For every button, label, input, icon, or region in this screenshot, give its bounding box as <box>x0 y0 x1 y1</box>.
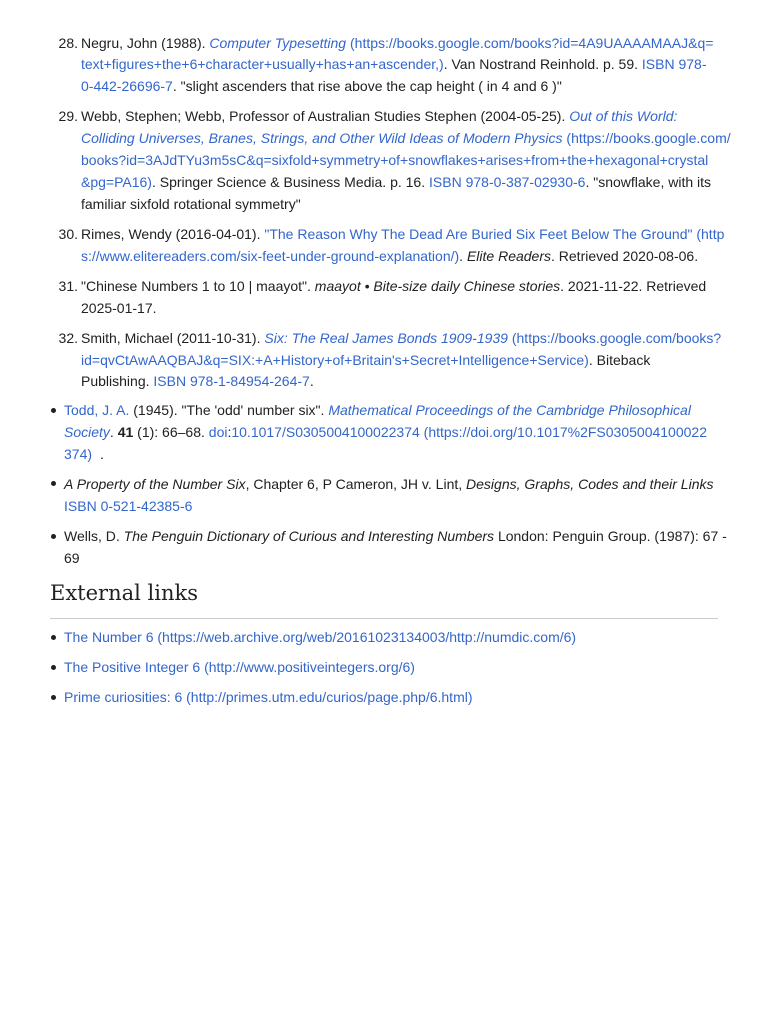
reference-url-link[interactable]: s://www.elitereaders.com/six-feet-under-ground-explanation/) <box>81 248 460 264</box>
reference-publisher: . Van Nostrand Reinhold. p. 59. <box>443 56 642 72</box>
chapter-authors: , Chapter 6, P Cameron, JH v. Lint, <box>245 476 467 492</box>
references-page: 28. Negru, John (1988). Computer Typesetting (https://books.google.com/books?id=4A9UAAAAMAAJ&q= text+figures+the+6+character+usually+has+an+ascender,). Van Nostrand Reinhold. p. 59. ISBN 978- 0-442-26696-7. "slight ascenders that rise above the cap height ( in 4 and 6 )" 29. Webb, Stephen; Webb, Professor of Australian Studies Stephen (2004-05-25). Out of this World: Colliding Universes, Branes, Strings, and Other Wild Ideas of Modern Physics (https://books.google.com/ books?id=3AJdTYu3m5sC&q=sixfold+symmetry+of+snowflakes+arises+from+the+hexagonal+crystal &pg=PA16). Springer Science & Business Media. p. 16. ISBN 978-0-387-02930-6. "snowflake, with its familiar sixfold rotational symmetry" 30. Rimes, Wendy (2016-04-01). "The Reason Why The Dead Are Buried Six Feet Below The Ground" (http s://www.elitereaders.com/six-feet-under-ground-explanation/). Elite Readers. Retrieved 2020-08-06. 31. "Chinese Numbers 1 to 10 | maayot". maayot • Bite-size daily Chinese stories. 2021-11-22. Retrieved 2025-01-17. 32. Smith, Michael (2011-10-31). Six: The Real James Bonds 1909-1939 (https://books.google.com/books? id=qvCtAwAAQBAJ&q=SIX:+A+History+of+Britain's+Secret+Intelligence+Service). Biteback Publishing. ISBN 978-1-84954-264-7. Todd, J. A. (1945). "The 'odd' number six". Mathematical Proceedings of the Cambridge Philosophical Society. 41 (1): 66–68. doi:10.1017/S0305004100022374 (https://doi.org/10.1017%2FS0305004100022 374) . A Property of the Number Six, Chapter 6, P Cameron, JH v. Lint, Designs, Graphs, Codes and their Links ISBN 0-521-42385-6 Wells, D. The Penguin Dictionary of Curious and Interesting Numbers London: Penguin Group. (1987): 67 - 69 External links The Number 6 (https://web.archive.org/web/20161023134003/http://numdic.com/6) The Positive Integer 6 (http://www.positiveintegers.org/6) Prime curiosities: 6 (http://primes.utm.edu/curios/page.php/6.html) <box>0 0 768 1024</box>
reference-author: Rimes, Wendy (2016-04-01). <box>81 226 265 242</box>
list-bullet <box>51 695 56 700</box>
reference-retrieved: . 2021-11-22. Retrieved <box>560 278 707 294</box>
publisher: 69 <box>64 550 80 566</box>
reference-quote: . "snowflake, with its <box>585 174 712 190</box>
reference-url-link[interactable]: id=qvCtAwAAQBAJ&q=SIX:+A+History+of+Britain's+Secret+Intelligence+Service) <box>81 352 589 368</box>
reference-url-link[interactable]: books?id=3AJdTYu3m5sC&q=sixfold+symmetry+of+snowflakes+arises+from+the+hexagonal+crystal <box>81 152 709 168</box>
reference-title: "Chinese Numbers 1 to 10 | maayot". <box>81 278 315 294</box>
isbn-link[interactable]: ISBN 0-521-42385-6 <box>64 498 193 514</box>
journal-link[interactable]: Society <box>64 424 110 440</box>
doi-label-link[interactable]: doi <box>208 424 228 440</box>
list-bullet <box>51 635 56 640</box>
reference-url-link[interactable]: text+figures+the+6+character+usually+has+an+ascender,) <box>81 56 444 72</box>
reference-retrieved: 2025-01-17. <box>81 300 157 316</box>
reference-number: 28. <box>58 35 78 51</box>
author: Wells, D. <box>64 528 124 544</box>
reference-publisher: Publishing. <box>81 373 154 389</box>
reference-number: 29. <box>58 108 78 124</box>
reference-publisher: Elite Readers <box>466 248 551 264</box>
reference-number: 32. <box>58 330 78 346</box>
list-bullet <box>51 481 56 486</box>
reference-retrieved: . Retrieved 2020-08-06. <box>551 248 699 264</box>
book-title: The Penguin Dictionary of Curious and Interesting Numbers <box>123 528 495 544</box>
reference-title-link[interactable]: "The Reason Why The Dead Are Buried Six Feet Below The Ground" (http <box>264 226 725 242</box>
reference-author: Webb, Stephen; Webb, Professor of Australian Studies Stephen (2004-05-25). <box>81 108 570 124</box>
reference-author: Negru, John (1988). <box>81 35 210 51</box>
article-title: A Property of the Number Six <box>64 476 246 492</box>
author-link[interactable]: Todd, J. A. <box>64 402 130 418</box>
external-link[interactable]: Prime curiosities: 6 (http://primes.utm.edu/curios/page.php/6.html) <box>64 689 473 705</box>
doi-link[interactable]: 374) <box>64 446 93 462</box>
list-bullet <box>51 408 56 413</box>
reference-author: Smith, Michael (2011-10-31). <box>81 330 265 346</box>
reference-publisher: . Biteback <box>588 352 651 368</box>
section-divider <box>50 618 718 619</box>
list-bullet <box>51 534 56 539</box>
isbn-link[interactable]: ISBN 978-1-84954-264-7 <box>153 373 310 389</box>
section-heading-external-links: External links <box>50 581 198 605</box>
reference-quote: familiar sixfold rotational symmetry" <box>81 196 301 212</box>
isbn-link[interactable]: ISBN 978- <box>641 56 707 72</box>
article-title: (1945). "The 'odd' number six". <box>129 402 329 418</box>
journal-link[interactable]: Mathematical Proceedings of the Cambridge Philosophical <box>328 402 691 418</box>
doi-link[interactable]: 10.1017/S0305004100022374 (https://doi.org/10.1017%2FS0305004100022 <box>231 424 707 440</box>
reference-url-link[interactable]: &pg=PA16) <box>81 174 152 190</box>
reference-site: maayot • Bite-size daily Chinese stories <box>314 278 561 294</box>
reference-title-link[interactable]: Colliding Universes, Branes, Strings, and Other Wild Ideas of Modern Physics (https://books.google.com/ <box>81 130 731 146</box>
reference-title-link[interactable]: Six: The Real James Bonds 1909-1939 (https://books.google.com/books? <box>264 330 722 346</box>
external-link[interactable]: The Number 6 (https://web.archive.org/web/20161023134003/http://numdic.com/6) <box>64 629 577 645</box>
reference-number: 30. <box>58 226 78 242</box>
reference-title-link[interactable]: Out of this World: <box>569 108 678 124</box>
external-link[interactable]: The Positive Integer 6 (http://www.positiveintegers.org/6) <box>64 659 415 675</box>
volume: 41 <box>117 424 134 440</box>
publisher: London: Penguin Group. (1987): 67 - <box>494 528 727 544</box>
reference-title-link[interactable]: Computer Typesetting (https://books.google.com/books?id=4A9UAAAAMAAJ&q= <box>209 35 714 51</box>
issue-pages: (1): 66–68. <box>133 424 209 440</box>
list-bullet <box>51 665 56 670</box>
isbn-link[interactable]: 0-442-26696-7 <box>81 78 173 94</box>
reference-number: 31. <box>58 278 78 294</box>
reference-publisher: . Springer Science & Business Media. p. 16. <box>151 174 430 190</box>
isbn-link[interactable]: ISBN 978-0-387-02930-6 <box>429 174 586 190</box>
book-title: Designs, Graphs, Codes and their Links <box>466 476 714 492</box>
reference-quote: . "slight ascenders that rise above the cap height ( in 4 and 6 )" <box>172 78 562 94</box>
